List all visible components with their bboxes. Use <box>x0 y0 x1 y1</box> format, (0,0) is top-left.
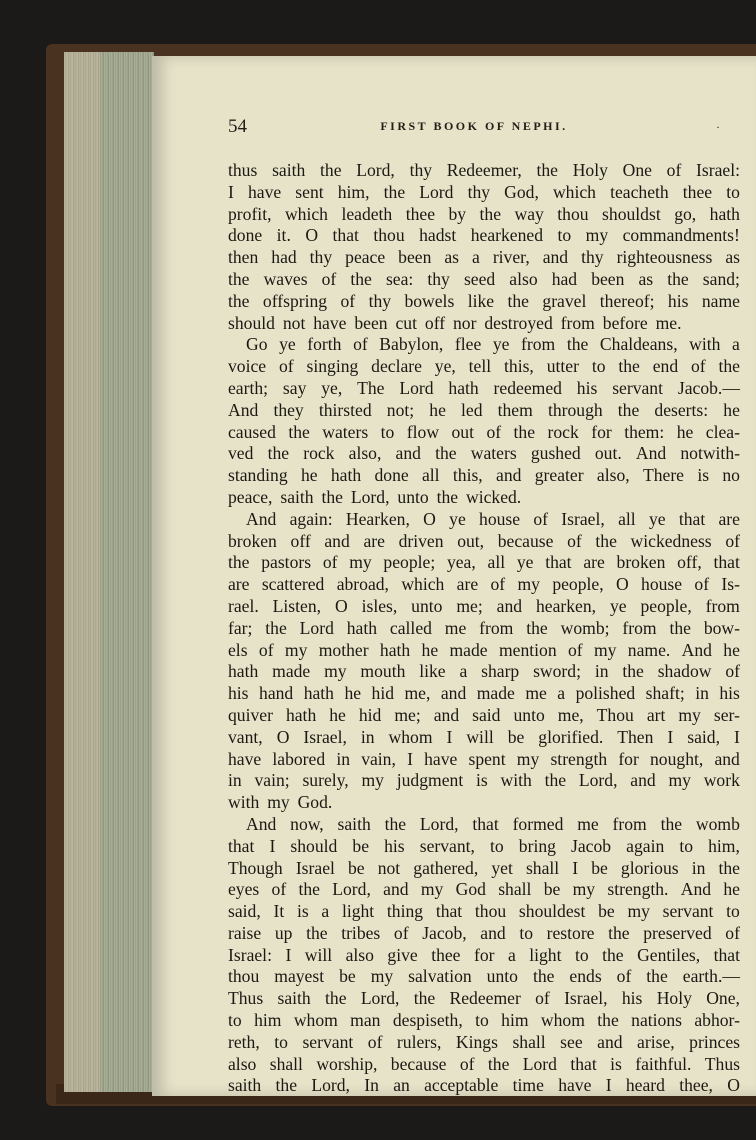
text-line: his hand hath he hid me, and made me a polished shaft; in his <box>228 683 740 704</box>
text-line: Israel: I will also give thee for a light to the Gentiles, that <box>228 944 740 965</box>
page-edges <box>64 52 154 1092</box>
text-line: should not have been cut off nor destroyed from before me. <box>228 312 682 333</box>
page-edges-shadow <box>100 52 154 1092</box>
text-line: rael. Listen, O isles, unto me; and hearken, ye people, from <box>228 595 740 616</box>
text-line: broken off and are driven out, because of the wickedness of <box>228 530 740 551</box>
text-line: to him whom man despiseth, to him whom the nations abhor- <box>228 1010 740 1031</box>
body-text <box>228 160 740 1097</box>
text-line: then had thy peace been as a river, and thy righteousness as <box>228 247 740 268</box>
text-line: Go ye forth of Babylon, flee ye from the Chaldeans, with a <box>246 334 740 355</box>
text-line: thou mayest be my salvation unto the ends of the earth.— <box>228 966 740 987</box>
page-header <box>228 116 720 140</box>
book-page <box>152 56 756 1096</box>
text-line: are scattered abroad, which are of my people, O house of Is- <box>228 574 740 595</box>
text-line: far; the Lord hath called me from the womb; from the bow- <box>228 617 740 638</box>
text-line: also shall worship, because of the Lord that is faithful. Thus <box>228 1053 740 1074</box>
text-line: And now, saith the Lord, that formed me from the womb <box>246 813 740 834</box>
text-line: vant, O Israel, in whom I will be glorified. Then I said, I <box>228 726 740 747</box>
text-line: with my God. <box>228 792 333 813</box>
text-line: done it. O that thou hadst hearkened to my commandments! <box>228 225 740 246</box>
text-line: saith the Lord, In an acceptable time have I heard thee, O <box>228 1075 740 1096</box>
text-line: peace, saith the Lord, unto the wicked. <box>228 486 522 507</box>
header-mark: · <box>716 120 720 134</box>
text-line: raise up the tribes of Jacob, and to restore the preserved of <box>228 922 740 943</box>
text-line: And they thirsted not; he led them through the deserts: he <box>228 399 740 420</box>
text-line: the waves of the sea: thy seed also had been as the sand; <box>228 268 740 289</box>
text-line: ved the rock also, and the waters gushed out. And notwith- <box>228 443 740 464</box>
text-line: quiver hath he hid me; and said unto me, Thou art my ser- <box>228 704 740 725</box>
text-line: Though Israel be not gathered, yet shall I be glorious in the <box>228 857 740 878</box>
text-line: thus saith the Lord, thy Redeemer, the Holy One of Israel: <box>228 160 740 180</box>
text-line: voice of singing declare ye, tell this, utter to the end of the <box>228 356 740 377</box>
text-line: profit, which leadeth thee by the way thou shouldst go, hath <box>228 203 740 224</box>
text-line: that I should be his servant, to bring Jacob again to him, <box>228 835 740 856</box>
text-line: standing he hath done all this, and greater also, There is no <box>228 465 740 486</box>
text-line: have labored in vain, I have spent my strength for nought, and <box>228 748 740 769</box>
text-line: eyes of the Lord, and my God shall be my strength. And he <box>228 879 740 900</box>
text-line: els of my mother hath he made mention of my name. And he <box>228 639 740 660</box>
text-line: earth; say ye, The Lord hath redeemed his servant Jacob.— <box>228 377 740 398</box>
text-line: caused the waters to flow out of the rock for them: he clea- <box>228 421 740 442</box>
text-line: the pastors of my people; yea, all ye that are broken off, that <box>228 552 740 573</box>
running-title: FIRST BOOK OF NEPHI. <box>380 119 568 133</box>
text-line: And again: Hearken, O ye house of Israel, all ye that are <box>246 508 740 529</box>
text-line: reth, to servant of rulers, Kings shall see and arise, princes <box>228 1031 740 1052</box>
text-line: Thus saith the Lord, the Redeemer of Israel, his Holy One, <box>228 988 740 1009</box>
page-number: 54 <box>228 116 247 137</box>
text-line: I have sent him, the Lord thy God, which teacheth thee to <box>228 181 740 202</box>
text-line: hath made my mouth like a sharp sword; in the shadow of <box>228 661 740 682</box>
text-line: said, It is a light thing that thou shouldest be my servant to <box>228 901 740 922</box>
text-line: the offspring of thy bowels like the gravel thereof; his name <box>228 290 740 311</box>
text-line: in vain; surely, my judgment is with the Lord, and my work <box>228 770 740 791</box>
